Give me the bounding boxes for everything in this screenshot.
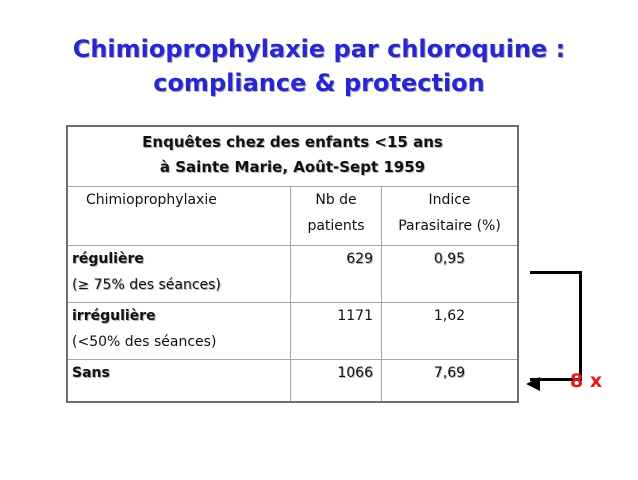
row-label: Sans [72,365,110,381]
column-header-row [67,187,518,246]
column-header-patients-line-1: Nb de [315,192,357,208]
arrow-left-icon [526,377,540,391]
title-line-1: Chimioprophylaxie par chloroquine : [72,35,566,63]
slide-title [0,32,638,100]
row-sublabel: (≥ 75% des séances) [72,277,221,293]
table-caption [67,126,518,187]
table-row [67,360,518,402]
row-index: 0,95 [382,246,519,303]
row-index: 1,62 [382,303,519,360]
column-header-prophylaxis-label: Chimioprophylaxie [86,192,217,208]
row-label-cell [67,246,291,303]
row-label-cell [67,303,291,360]
caption-line-2: à Sainte Marie, Août-Sept 1959 [159,158,426,176]
row-label: régulière [72,251,144,267]
column-header-prophylaxis [67,187,291,246]
row-patients: 629 [291,246,382,303]
table-row [67,303,518,360]
column-header-patients [291,187,382,246]
column-header-index [382,187,519,246]
title-line-2: compliance & protection [153,69,485,97]
caption-line-1: Enquêtes chez des enfants <15 ans [142,133,443,151]
factor-label: 8 x [570,370,603,392]
row-label: irrégulière [72,308,156,324]
comparison-bracket [530,271,582,381]
row-sublabel: (<50% des séances) [72,334,217,350]
column-header-index-line-1: Indice [428,192,471,208]
row-index: 7,69 [382,360,519,402]
row-label-cell [67,360,291,402]
results-table [66,125,519,403]
row-patients: 1066 [291,360,382,402]
row-patients: 1171 [291,303,382,360]
table-header-row [67,126,518,187]
column-header-patients-line-2: patients [307,218,365,234]
column-header-index-line-2: Parasitaire (%) [398,218,501,234]
table-row [67,246,518,303]
